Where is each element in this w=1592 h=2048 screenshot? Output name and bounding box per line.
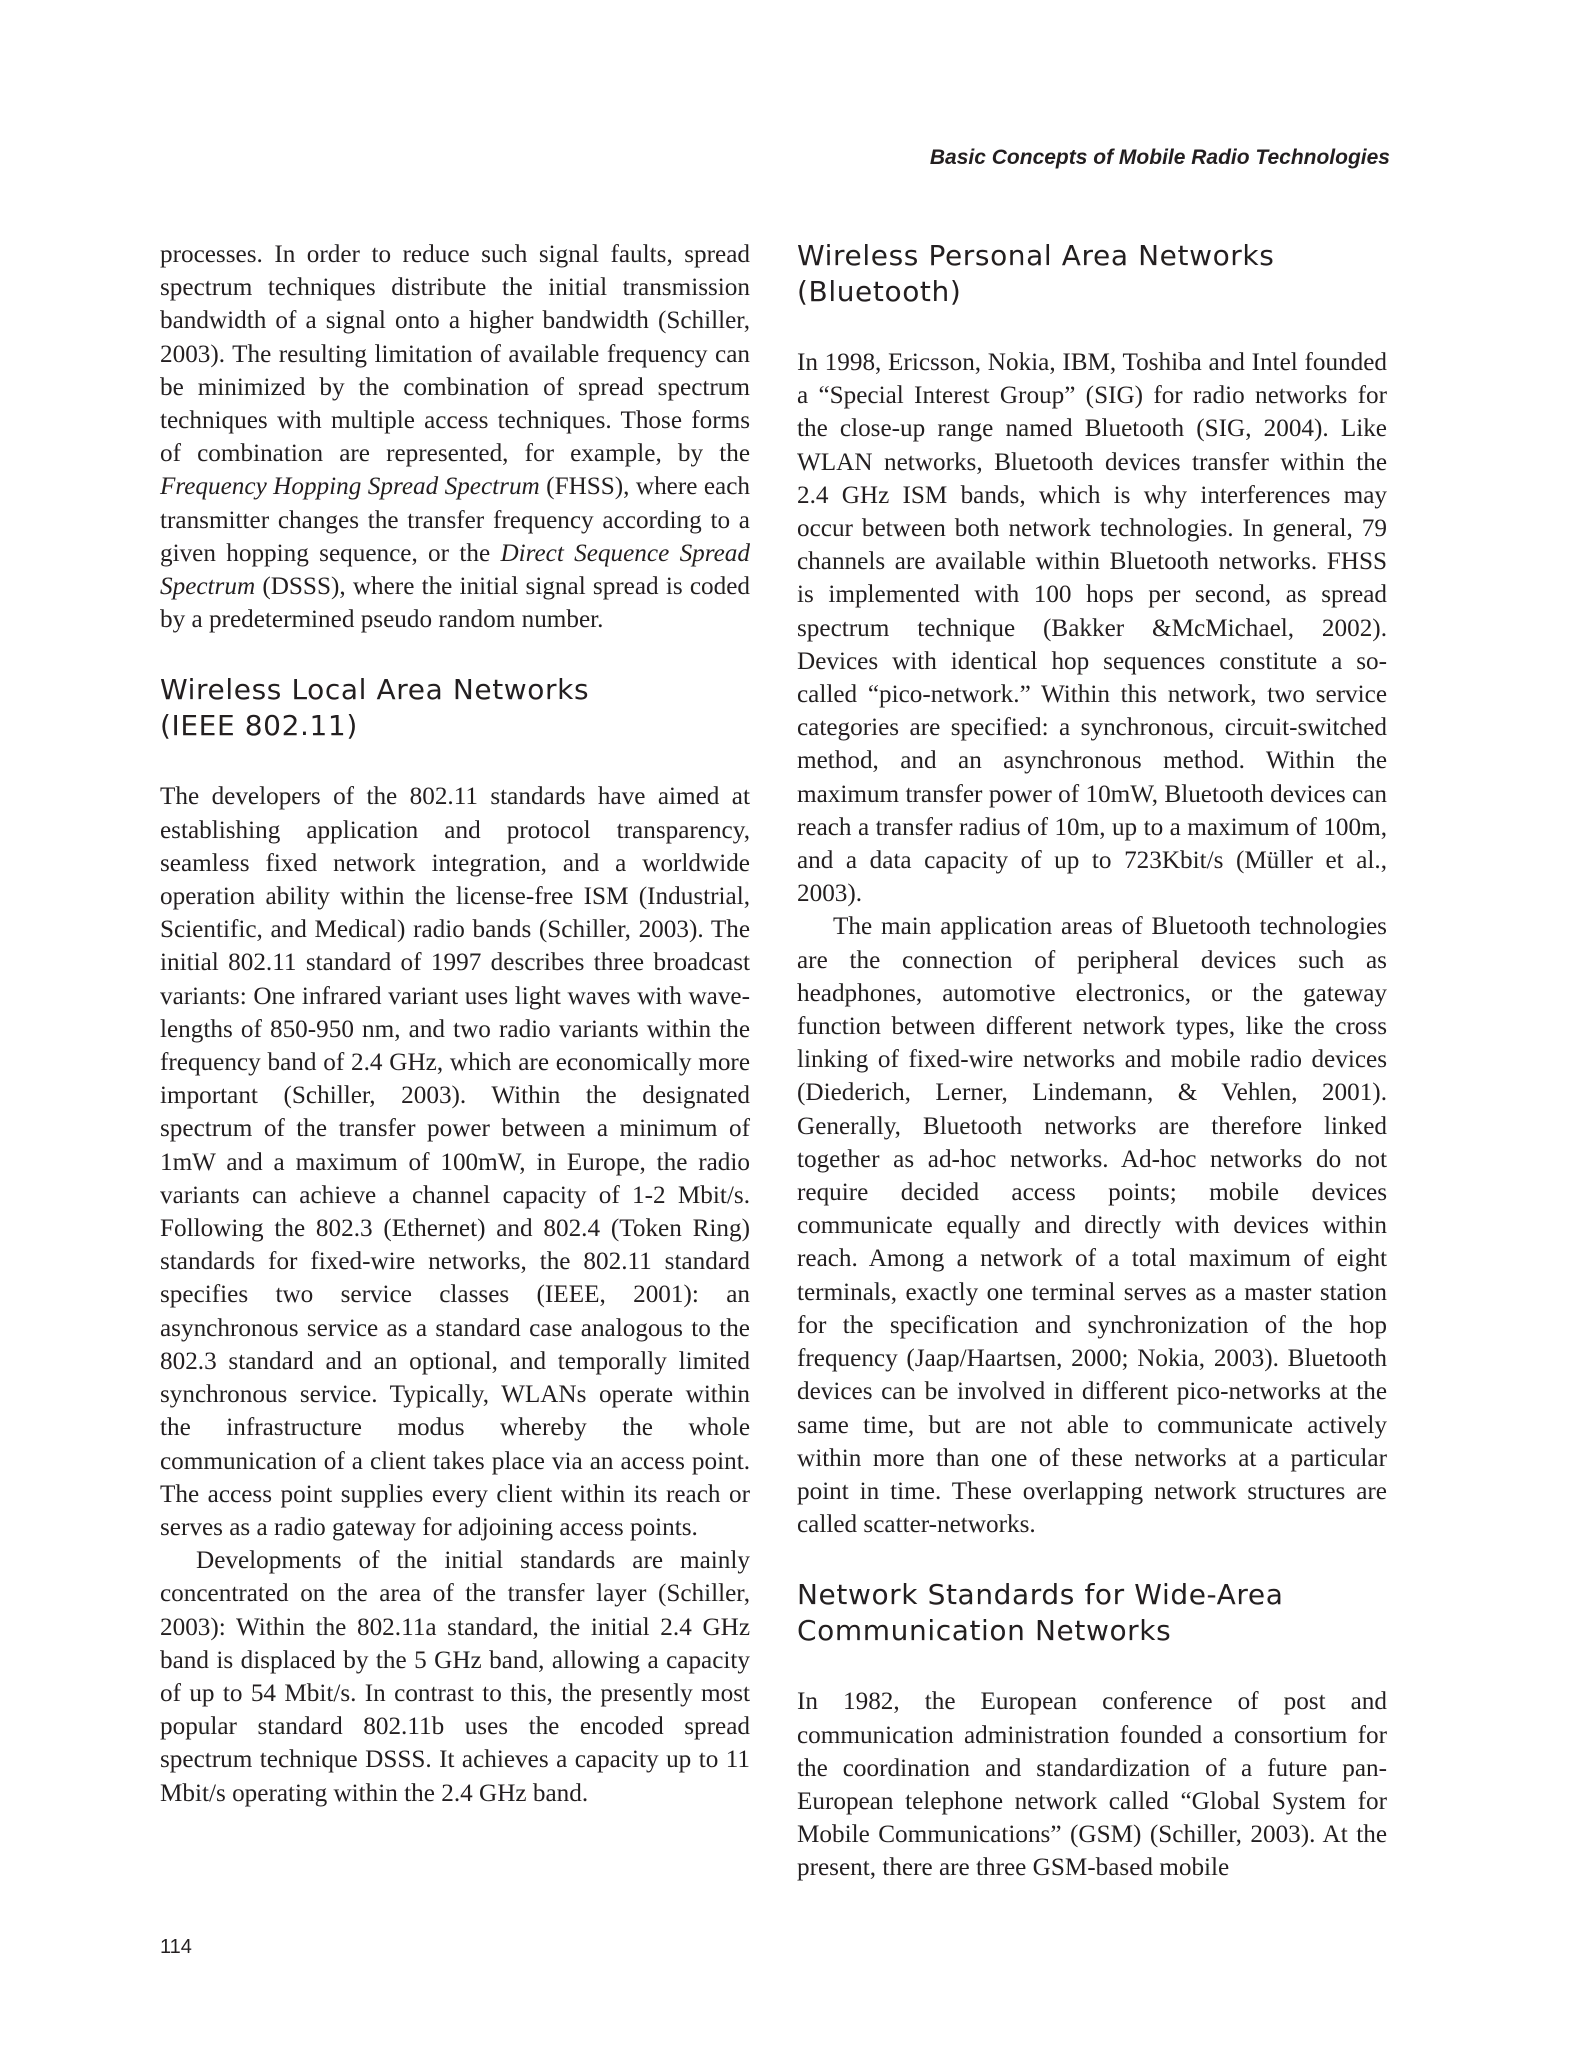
paragraph-text: processes. In order to reduce such signal faults, spread spectrum techniques distribute the initial transmission bandwidth of a signal onto a higher bandwidth (Schiller, 2003). The resulting limitation of available frequency can be minimized by the combination of spread spectrum techniques with multiple access techniques. Those forms of combination are represented, for example, by the (160, 241, 750, 468)
left-column (160, 238, 750, 1810)
heading-line: Network Standards for Wide-Area (797, 1578, 1284, 1612)
term-dsss: Direct Sequence Spread Spectrum (160, 539, 750, 601)
heading-line: (IEEE 802.11) (160, 709, 358, 743)
section-heading-wlan (160, 672, 750, 744)
paragraph-bluetooth-intro: In 1998, Ericsson, Nokia, IBM, Toshiba and Intel founded a “Special Interest Group” (SIG) for radio networks for the close-up range named Bluetooth (SIG, 2004). Like WLAN networks, Bluetooth devices transfer within the 2.4 GHz ISM bands, which is why interferences may occur between both network technologies. In general, 79 channels are available within Bluetooth networks. FHSS is implemented with 100 hops per second, as spread spectrum technique (Bakker &McMichael, 2002). Devices with identical hop sequences constitute a so-called “pico-network.” Within this network, two service categories are specified: a synchronous, circuit-switched method, and an asynchronous method. Within the maximum transfer power of 10mW, Bluetooth devices can reach a transfer radius of 10m, up to a maximum of 100m, and a data capacity of up to 723Kbit/s (Müller et al., 2003). (797, 349, 1387, 908)
page-number: 114 (160, 1936, 192, 1958)
heading-line: (Bluetooth) (797, 275, 962, 308)
paragraph-wlan-intro: The developers of the 802.11 standards have aimed at establishing application and protocol transparency, seamless fixed network integration, and a worldwide operation ability within the license-free ISM (Industrial, Scientific, and Medical) radio bands (Schiller, 2003). The initial 802.11 standard of 1997 describes three broadcast variants: One infrared variant uses light waves with wave-lengths of 850-950 nm, and two radio variants within the frequency band of 2.4 GHz, which are economically more important (Schiller, 2003). Within the designated spectrum of the transfer power between a minimum of 1mW and a maximum of 100mW, in Europe, the radio variants can achieve a channel capacity of 1-2 Mbit/s. Following the 802.3 (Ethernet) and 802.4 (Token Ring) standards for fixed-wire networks, the 802.11 standard specifies two service classes (IEEE, 2001): an asynchronous service as a standard case analogous to the 802.3 standard and an optional, and temporally limited synchronous service. Typically, WLANs operate within the infrastructure modus whereby the whole communication of a client takes place via an access point. The access point supplies every client within its reach or serves as a radio gateway for adjoining access points. (160, 783, 750, 1541)
section-heading-wan (797, 1577, 1387, 1649)
running-head: Basic Concepts of Mobile Radio Technologies (929, 146, 1390, 169)
paragraph-text: (FHSS), where each transmitter changes the transfer frequency according to a given hopping sequence, or the (160, 473, 750, 567)
term-fhss: Frequency Hopping Spread Spectrum (160, 473, 540, 501)
paragraph-wlan-developments: Developments of the initial standards are mainly concentrated on the area of the transfer layer (Schiller, 2003): Within the 802.11a standard, the initial 2.4 GHz band is displaced by the 5 GHz band, allowing a capacity of up to 54 Mbit/s. In contrast to this, the presently most popular standard 802.11b uses the encoded spread spectrum technique DSSS. It achieves a capacity up to 11 Mbit/s operating within the 2.4 GHz band. (160, 1547, 750, 1807)
paragraph-gsm-intro: In 1982, the European conference of post and communication administration founded a consortium for the coordination and standardization of a future pan-European telephone network called “Global System for Mobile Communications” (GSM) (Schiller, 2003). At the present, there are three GSM-based mobile (797, 1688, 1387, 1882)
paragraph-bluetooth-applications: The main application areas of Bluetooth technologies are the connection of peripheral devices such as headphones, automotive electronics, or the gateway function between different network types, like the cross linking of fixed-wire networks and mobile radio devices (Diederich, Lerner, Lindemann, & Vehlen, 2001). Generally, Bluetooth networks are therefore linked together as ad-hoc networks. Ad-hoc networks do not require decided access points; mobile devices communicate equally and directly with devices within reach. Among a network of a total maximum of eight terminals, exactly one terminal serves as a master station for the specification and synchronization of the hop frequency (Jaap/Haartsen, 2000; Nokia, 2003). Bluetooth devices can be involved in different pico-networks at the same time, but are not able to communicate actively within more than one of these networks at a particular point in time. These overlapping network structures are called scatter-networks. (797, 913, 1387, 1539)
heading-line: Wireless Personal Area Networks (797, 239, 1275, 272)
right-column (797, 238, 1387, 1885)
heading-line: Communication Networks (797, 1614, 1172, 1648)
heading-line: Wireless Local Area Networks (160, 673, 590, 707)
section-heading-bluetooth (797, 238, 1387, 310)
paragraph-spread-spectrum (160, 238, 750, 636)
paragraph-text: (DSSS), where the initial signal spread is coded by a predetermined pseudo random number. (160, 573, 750, 634)
